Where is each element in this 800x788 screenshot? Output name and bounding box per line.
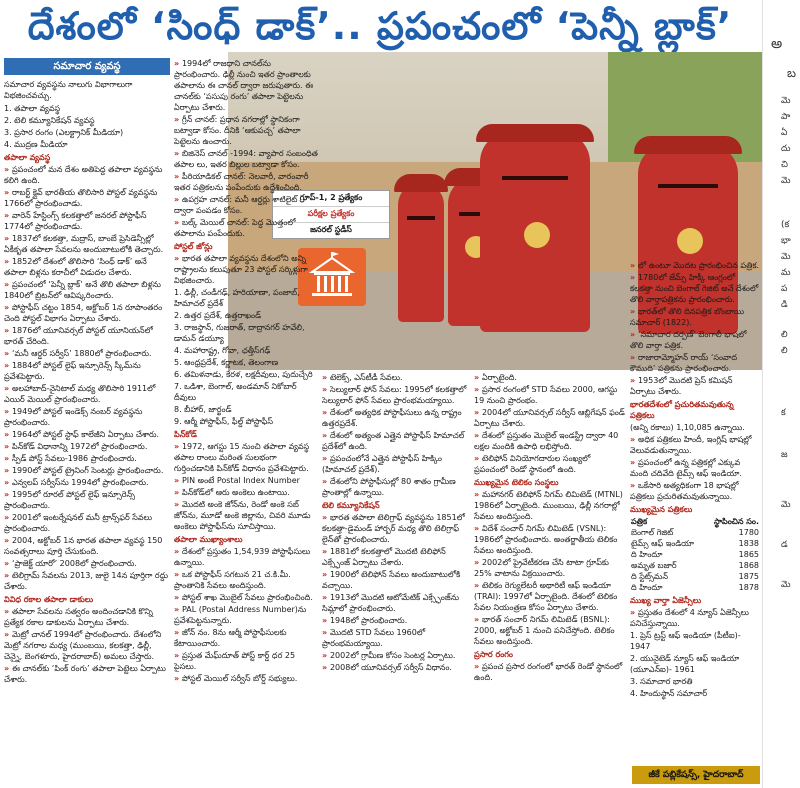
adjacent-article-strip bbox=[762, 0, 800, 788]
list-item: » అలహాబాద్-నైనిటాల్ మధ్య తొలిసారి 1911లో ఎయిర్ మెయిల్ ప్రారంభించారు. bbox=[4, 383, 170, 405]
postbox-small bbox=[398, 182, 444, 322]
list-item: » ఏర్పాటైంది. bbox=[474, 372, 626, 383]
table-row bbox=[630, 582, 760, 593]
list-item: » భారత తపాలా టెలిగ్రాఫ్ వ్యవస్థను 1851లో కలకత్తా-డైమండ్ హార్బర్ మధ్య తొలి టెలిగ్రాఫ్ లైన్‌తో ప్రారంభించారు. bbox=[322, 512, 470, 545]
subheading-postal-facts: తపాలా ముఖ్యాంశాలు bbox=[174, 535, 243, 544]
table-header: పత్రిక bbox=[631, 517, 648, 526]
list-item: » టెలిగ్రామ్ సేవలను 2013, జులై 14న పూర్తిగా రద్దు చేశారు. bbox=[4, 570, 170, 592]
list-item: 5. ఆంధ్రప్రదేశ్, కర్ణాటక, తెలంగాణ bbox=[174, 358, 279, 367]
strip-fragment: డ bbox=[781, 540, 788, 550]
list-item: » స్పీడ్ పోస్ట్ సేవలు-1986 ప్రారంభించారు. bbox=[4, 453, 170, 464]
list-item: » 1884లో పోస్టల్ లైఫ్ ఇన్సూరెన్స్ స్కీమ్‌ను ప్రవేశపెట్టారు. bbox=[4, 360, 170, 382]
list-item: » టెలికం రెగ్యులేటరీ అథారిటీ ఆఫ్ ఇండియా (TRAI): 1997లో ఏర్పాటైంది. దేశంలో టెలికం సేవల నియంత్రణ కోసం ఏర్పాటు చేశారు. bbox=[474, 580, 626, 613]
list-item: 2. యునైటెడ్ న్యూస్ ఆఫ్ ఇండియా (యూఎన్ఐ)- 1961 bbox=[630, 654, 740, 674]
list-item: » ఎన్వలప్ సర్వీస్‌ను 1994లో ప్రారంభించారు. bbox=[4, 477, 170, 488]
subheading-channels: వివిధ రకాల తపాలా డాకులు bbox=[4, 595, 94, 604]
list-item: » ప్రపంచంలో ‘పెన్నీ బ్లాక్’ అనే తొలి తపాలా బిళ్లను 1840లో బ్రిటన్‌లో ఆవిష్కరించారు. bbox=[4, 279, 170, 301]
table-cell: అమృత బజార్ bbox=[631, 561, 677, 570]
strip-fragment: మె bbox=[781, 252, 791, 262]
table-header-row bbox=[630, 516, 760, 527]
list-item: (అన్ని రకాలు) 1,10,085 ఉన్నాయి. bbox=[630, 423, 745, 432]
list-item: 6. తమిళనాడు, కేరళ, లక్షదీవులు, పుదుచ్చేరి bbox=[174, 370, 313, 379]
list-item: » ‘ప్రాజెక్ట్ యారో’ 2008లో ప్రారంభించారు. bbox=[4, 558, 170, 569]
strip-fragment: డి bbox=[781, 300, 788, 310]
col1-intro: సమాచార వ్యవస్థను నాలుగు విభాగాలుగా విభజించవచ్చు. bbox=[4, 80, 133, 100]
list-item: » పోస్టాఫీస్ చట్టం 1854, అక్టోబర్ 1న రూపాంతరం చెంది పోస్టల్ విభాగం ఏర్పాటు చేశారు. bbox=[4, 302, 170, 324]
strip-fragment: దు bbox=[781, 144, 791, 154]
list-item: 1. ఢిల్లీ, చండీగఢ్, హరియాణా, పంజాబ్, హిమాచల్ ప్రదేశ్ bbox=[174, 288, 300, 308]
list-item: 4. ముద్రణ మీడియా bbox=[4, 140, 68, 149]
subheading-telecom: టెలి కమ్యూనికేషన్ bbox=[322, 501, 380, 510]
list-item: » 1990లో పోస్టల్ ట్రైనింగ్ సెంటర్లు ప్రారంభించారు. bbox=[4, 465, 170, 476]
subheading-telecom-orgs: ముఖ్యమైన టెలికం సంస్థలు bbox=[474, 478, 559, 487]
list-item: » 1913లో మొదటి ఆటోమేటిక్ ఎక్స్ఛేంజ్‌ను సిమ్లాలో ప్రారంభించారు. bbox=[322, 592, 470, 614]
list-item: » 1852లో దేశంలో తొలిసారి ‘సింధ్ డాక్’ అనే తపాలా బిళ్లను కరాచీలో విడుదల చేశారు. bbox=[4, 256, 170, 278]
strip-fragment: లి bbox=[781, 330, 788, 340]
strip-fragment: మ bbox=[781, 268, 791, 278]
column-1 bbox=[4, 58, 170, 784]
list-item: » విదేశ్ సంచార్ నిగమ్ లిమిటెడ్ (VSNL): 1986లో ప్రారంభించారు. అంతర్జాతీయ టెలికం సేవలు అందిస్తుంది. bbox=[474, 523, 626, 556]
column-2 bbox=[174, 58, 318, 784]
list-item: » ‘సమాచార దర్పణ్’ బెంగాలీ భాషలో తొలి వార్తా పత్రిక. bbox=[630, 329, 760, 351]
list-item: » 1837లో కలకత్తా, మద్రాస్, బాంబే ప్రెసిడెన్సీల్లో ఏకీకృత తపాలా సేవలను అందుబాటులోకి తెచ్చారు. bbox=[4, 233, 170, 255]
strip-fragment: మె bbox=[781, 176, 791, 186]
list-item: » పోస్టల్ మెయిల్ సర్వీస్ బోర్డ్ సభ్యులు. bbox=[174, 673, 318, 684]
list-item: » లో ఉంటూ మొదట ప్రారంభించిన పత్రిక. bbox=[630, 260, 760, 271]
table-header: స్థాపించిన సం. bbox=[714, 517, 759, 526]
list-item: » ప్రస్తుత మేఘ్‌దూత్ పోస్ట్ కార్డ్ ధర 25 పైసలు. bbox=[174, 650, 318, 672]
list-item: 7. ఒడిశా, బెంగాల్, అండమాన్ నికోబార్ దీవులు bbox=[174, 382, 297, 402]
list-item: » దేశంలో ప్రస్తుతం మొబైల్ ఇండస్ట్రీ ద్వారా 40 లక్షల మందికి ఉపాధి లభిస్తోంది. bbox=[474, 430, 626, 452]
table-cell: 1780 bbox=[738, 528, 759, 537]
list-item: » PAL (Postal Address Number)ను ప్రవేశపెట్టనున్నారు. bbox=[174, 604, 318, 626]
badge-groups: గ్రూప్-1, 2 ప్రత్యేకం bbox=[273, 191, 389, 207]
table-row bbox=[630, 538, 760, 549]
table-cell: 1868 bbox=[738, 561, 759, 570]
list-item: » గ్రీన్ చానల్: ప్రధాన నగరాల్లో స్థానికంగా బట్వాడా కోసం. దీనికి ‘ఆకుపచ్చ’ తపాలా పెట్టెలను ఉంచారు. bbox=[174, 114, 318, 147]
list-item: » టెలిఫోన్ వినియోగదారుల సంఖ్యలో ప్రపంచంలో రెండో స్థానంలో ఉంది. bbox=[474, 453, 626, 475]
list-item: » 1995లో రూరల్ పోస్టల్ లైఫ్ ఇన్సూరెన్స్ ప్రారంభించారు. bbox=[4, 489, 170, 511]
list-item: » భారత్ సంచార్ నిగమ్ లిమిటెడ్ (BSNL): 2000, అక్టోబర్ 1 నుంచి పనిచేస్తోంది. టెలికం సేవలు అందిస్తుంది. bbox=[474, 614, 626, 647]
list-item: » ఒక పోస్టాఫీస్ సగటున 21 చ.కి.మీ. ప్రాంతానికి సేవలు అందిస్తుంది. bbox=[174, 569, 318, 591]
list-item: 3. రాజస్థాన్, గుజరాత్, దాద్రానగర్ హవేలి, డామన్ డయ్యూ bbox=[174, 323, 305, 343]
list-item: » తపాలా సేవలను సత్వరం అందించడానికి కొన్ని ప్రత్యేక రకాల డాకులను ఏర్పాటు చేశారు. bbox=[4, 606, 170, 628]
list-item: » వారెన్ హేస్టింగ్స్ కలకత్తాలో జనరల్ పోస్టాఫీస్ 1774లో ప్రారంభించాడు. bbox=[4, 210, 170, 232]
table-row bbox=[630, 549, 760, 560]
list-item: 3. ప్రసార రంగం (ఎలక్ట్రానిక్ మీడియా) bbox=[4, 128, 124, 137]
column-3 bbox=[322, 372, 470, 784]
list-item: » 1881లో కలకత్తాలో మొదటి టెలిఫోన్ ఎక్స్ఛేంజ్ ఏర్పాటు చేశారు. bbox=[322, 546, 470, 568]
list-item: » 1900లో టెలిఫోన్ సేవలు అందుబాటులోకి వచ్చాయి. bbox=[322, 569, 470, 591]
list-item: » భారత్‌లో తొలి దినపత్రిక బొంబాయి సమాచార్ (1822). bbox=[630, 306, 760, 328]
table-row bbox=[630, 571, 760, 582]
list-item: » బల్క్ మెయిల్ చానల్: పెద్ద మొత్తంలో తపాలాను పంపేందుకు. bbox=[174, 217, 318, 239]
strip-fragment: లి bbox=[781, 346, 788, 356]
list-item: » 2001లో ఇంటర్నేషనల్ మనీ ట్రాన్స్‌ఫర్ సేవలు ప్రారంభించారు. bbox=[4, 512, 170, 534]
list-item: 4. మహారాష్ట్ర, గోవా, ఛత్తీస్‌గఢ్ bbox=[174, 346, 271, 355]
list-item: » ప్రస్తుతం దేశంలో 4 న్యూస్ ఏజెన్సీలు పనిచేస్తున్నాయి. bbox=[630, 607, 760, 629]
list-item: » PIN అంటే Postal Index Number bbox=[174, 475, 318, 486]
list-item: » 2004లో యూనివర్సల్ సర్వీస్ ఆబ్లిగేషన్ ఫండ్ ఏర్పాటు చేశారు. bbox=[474, 407, 626, 429]
list-item: » దేశంలోని పోస్టాఫీసుల్లో 80 శాతం గ్రామీణ ప్రాంతాల్లో ఉన్నాయి. bbox=[322, 476, 470, 498]
table-cell: 1865 bbox=[738, 550, 759, 559]
strip-fragment: చి bbox=[781, 160, 788, 170]
strip-fragment: క bbox=[781, 408, 786, 418]
list-item: » ప్రపంచంలో ఉన్న పత్రికల్లో ఎక్కువ మంది చదివేది టైమ్స్ ఆఫ్ ఇండియా. bbox=[630, 457, 760, 479]
table-cell: 1878 bbox=[738, 583, 759, 592]
table-row bbox=[630, 527, 760, 538]
list-item: 8. బీహార్, జార్ఖండ్ bbox=[174, 405, 232, 414]
list-item: » ఒకేసారి అత్యధికంగా 18 భాషల్లో పత్రికలు ప్రచురితమవుతున్నాయి. bbox=[630, 480, 760, 502]
list-item: » భారత తపాలా వ్యవస్థను దేశంలోని అన్ని రాష్ట్రాలను కలుపుతూ 23 పోస్టల్ సర్కిళ్లుగా విభజించారు. bbox=[174, 253, 318, 286]
list-item: » ప్రపంచంలోనే ఎత్తైన పోస్టాఫీస్ హిక్కిం (హిమాచల్ ప్రదేశ్). bbox=[322, 453, 470, 475]
strip-fragment: పా bbox=[781, 112, 791, 122]
list-item: » 2008లో యూనివర్సల్ సర్వీస్ విధానం. bbox=[322, 662, 470, 673]
strip-fragment: ఏ bbox=[781, 128, 788, 138]
strip-fragment: మె bbox=[781, 500, 791, 510]
list-item: » దేశంలో అత్యధిక పోస్టాఫీసులు ఉన్న రాష్ట్రం ఉత్తరప్రదేశ్. bbox=[322, 407, 470, 429]
list-item: » ప్రపంచ ప్రసార రంగంలో భారత్ రెండో స్థానంలో ఉంది. bbox=[474, 661, 626, 683]
india-post-logo-icon bbox=[677, 228, 703, 254]
list-item: 3. సమాచార భారతి bbox=[630, 677, 693, 686]
list-item: » 1949లో పోస్టల్ ఇండెక్స్ నంబర్ వ్యవస్థను ప్రారంభించారు. bbox=[4, 406, 170, 428]
list-item: » ప్రసార రంగంలో STD సేవలు 2000, ఆగస్టు 19 నుంచి ప్రారంభం. bbox=[474, 384, 626, 406]
list-item: » రాజారామ్మోహన్ రాయ్ ‘సంవాద కౌముది’ పత్రికను ప్రారంభించారు. bbox=[630, 352, 760, 374]
strip-fragment: అ bbox=[771, 36, 783, 52]
subheading-publications: భారతదేశంలో ప్రచురితమవుతున్న పత్రికలు bbox=[630, 400, 734, 420]
list-item: 1. ప్రెస్ ట్రస్ట్ ఆఫ్ ఇండియా (పీటీఐ)- 1947 bbox=[630, 631, 741, 651]
page-headline: దేశంలో ‘సింధ్ డాక్’.. ప్రపంచంలో ‘పెన్నీ బ్లాక్’ bbox=[27, 4, 733, 48]
list-item: » మొదటి అంకె జోన్‌ను, రెండో అంకె సబ్ జోన్‌ను, మూడో అంకె జిల్లాను, చివరి మూడు అంకెలు పోస్టాఫీస్‌ను సూచిస్తాయి. bbox=[174, 499, 318, 532]
list-item: 2. ఉత్తర ప్రదేశ్, ఉత్తరాఖండ్ bbox=[174, 311, 262, 320]
subheading-broadcast: ప్రసార రంగం bbox=[474, 650, 513, 659]
list-item: » పీరియాడికల్ చానల్: నెలవారీ, వారంవారీ ఇతర పత్రికలను పంపేందుకు ఉద్దేశించింది. bbox=[174, 171, 318, 193]
table-row bbox=[630, 560, 760, 571]
strip-fragment: భా bbox=[781, 236, 791, 246]
table-cell: 1838 bbox=[738, 539, 759, 548]
list-item: » 1953లో మొదటి ప్రెస్ కమిషన్ ఏర్పాటు చేశారు. bbox=[630, 375, 760, 397]
list-item: » 1972, ఆగస్టు 15 నుంచి తపాలా వ్యవస్థ తపాల రాంలు మరింత సులభంగా గుర్తించడానికి పిన్‌కోడ్ విధానం ప్రవేశపెట్టారు. bbox=[174, 441, 318, 474]
strip-fragment: బ bbox=[787, 66, 797, 80]
list-item: » ‘మనీ ఆర్డర్ సర్వీస్’ 1880లో ప్రారంభించారు. bbox=[4, 348, 170, 359]
postbox-large bbox=[480, 132, 590, 332]
subheading-postal: తపాలా వ్యవస్థ bbox=[4, 153, 51, 162]
list-item: » దేశంలో ప్రస్తుతం 1,54,939 పోస్టాఫీసులు ఉన్నాయి. bbox=[174, 546, 318, 568]
badge-general-studies: జనరల్ స్టడీస్ bbox=[310, 225, 352, 234]
list-item: » పిన్‌కోడ్ విధానాన్ని 1972లో ప్రారంభించారు. bbox=[4, 441, 170, 452]
subheading-postal-zones: పోస్టల్ జోన్లు bbox=[174, 242, 213, 251]
list-item: » 1964లో పోస్టల్ స్టాఫ్ కాలేజీని ఏర్పాటు చేశారు. bbox=[4, 429, 170, 440]
list-item: » టెలెక్స్, ఎస్‌టీడీ సేవలు. bbox=[322, 372, 470, 383]
list-item: » ఈ చానల్‌కు ‘పింక్ రంగు’ తపాలా పెట్టెలు ఏర్పాటు చేశారు. bbox=[4, 663, 170, 685]
table-cell: ది హిందూ bbox=[631, 583, 663, 592]
list-item: » అధిక పత్రికలు హిందీ, ఇంగ్లిష్ భాషల్లో వెలువడుతున్నాయి. bbox=[630, 434, 760, 456]
subheading-news-agencies: ముఖ్య వార్తా ఏజెన్సీలు bbox=[630, 596, 702, 605]
list-item: » 1948లో ప్రారంభించారు. bbox=[322, 615, 470, 626]
list-item: » సెల్యులార్ ఫోన్ సేవలు: 1995లో కలకత్తాలో సెల్యులార్ ఫోన్ సేవలు ప్రారంభమయ్యాయి. bbox=[322, 384, 470, 406]
strip-fragment: (క bbox=[781, 220, 790, 230]
list-item: » 1780లో జేమ్స్ హిక్కీ ఆంగ్లంలో కలకత్తా నుంచి బెంగాల్ గెజిట్ అనే దేశంలో తొలి వార్తాపత్రికను ప్రారంభించారు. bbox=[630, 272, 760, 305]
list-item: » బిజినెస్ చానల్ -1994: వ్యాపార సంబంధిత తపాల లు, ఇతర బిల్లుల బట్వాడా కోసం. bbox=[174, 148, 318, 170]
list-item: » ఉపగ్రహ చానల్: మనీ ఆర్డర్లు శాటిలైట్ ద్వారా పంపడం కోసం. bbox=[174, 194, 318, 216]
section-title-communication: సమాచార వ్యవస్థ bbox=[4, 58, 170, 75]
table-cell: ది స్టేట్స్‌మన్ bbox=[631, 572, 668, 581]
list-item: » రాబర్ట్ క్లైవ్ భారతీయ తొలిసారి పోస్టల్ వ్యవస్థను 1766లో ప్రారంభించాడు. bbox=[4, 187, 170, 209]
list-item: » 2004, అక్టోబర్ 1న భారత తపాలా వ్యవస్థ 150 సంవత్సరాలు పూర్తి చేసుకుంది. bbox=[4, 535, 170, 557]
list-item: » దేశంలో అత్యంత ఎత్తైన పోస్టాఫీస్ హిమాచల్ ప్రదేశ్‌లో ఉంది. bbox=[322, 430, 470, 452]
column-5 bbox=[630, 260, 760, 784]
list-item: » మెట్రో చానల్ 1994లో ప్రారంభించారు. దేశంలోని మెట్రో నగరాల మధ్య (ముంబయి, కలకత్తా, ఢిల్లీ, చెన్నై, బెంగళూరు, హైదరాబాద్) అమలు చేస్తారు. bbox=[4, 629, 170, 662]
subheading-newspapers: ముఖ్యమైన పత్రికలు bbox=[630, 505, 693, 514]
list-item: » మొదటి STD సేవలు 1960లో ప్రారంభమయ్యాయి. bbox=[322, 627, 470, 649]
india-post-logo-icon bbox=[524, 222, 550, 248]
badge-exam-special: పరీక్షల ప్రత్యేకం bbox=[273, 207, 389, 223]
strip-fragment: ప bbox=[781, 284, 788, 294]
list-item: 1. తపాలా వ్యవస్థ bbox=[4, 104, 61, 113]
strip-fragment: మె bbox=[781, 580, 791, 590]
list-item: » పిన్‌కోడ్‌లో ఆరు అంకెలు ఉంటాయి. bbox=[174, 487, 318, 498]
list-item: » పోస్టల్ శాఖ మొబైల్ సేవలు ప్రారంభించింది. bbox=[174, 592, 318, 603]
list-item: 4. హిందుస్థాన్ సమాచార్ bbox=[630, 689, 708, 698]
table-cell: బెంగాల్ గెజిట్ bbox=[631, 528, 674, 537]
list-item: 9. ఆర్మీ పోస్టాఫీస్, ఫీల్డ్ పోస్టాఫీస్ bbox=[174, 417, 274, 426]
publisher-credit: జీకే పబ్లికేషన్స్, హైదరాబాద్ bbox=[632, 766, 760, 784]
table-cell: టైమ్స్ ఆఫ్ ఇండియా bbox=[631, 539, 695, 548]
list-item: » మహానగర్ టెలిఫోన్ నిగమ్ లిమిటెడ్ (MTNL) 1986లో ఏర్పాటైంది. ముంబయి, ఢిల్లీ నగరాల్లో సేవలు అందిస్తుంది. bbox=[474, 489, 626, 522]
list-item: » 1994లో రాజధాని చానల్‌ను ప్రారంభించారు. ఢిల్లీ నుంచి ఇతర ప్రాంతాలకు తపాలాను ఈ చానల్ ద్వారా జరుపుతారు. ఈ చానల్‌కు ‘పసుపు రంగు’ తపాలా పెట్టెలను ఏర్పాటు చేశారు. bbox=[174, 58, 318, 113]
list-item: » ప్రపంచంలో మన దేశం అతిపెద్ద తపాలా వ్యవస్థను కలిగి ఉంది. bbox=[4, 164, 170, 186]
subheading-pincode: పిన్‌కోడ్ bbox=[174, 430, 197, 439]
list-item: » 2002లో గ్రామీణ కోసం సెంటర్ల ఏర్పాటు. bbox=[322, 650, 470, 661]
list-item: » 2002లో ప్రైవేటీకరణ చేసి టాటా గ్రూప్‌కు 25% వాటాను విక్రయించారు. bbox=[474, 557, 626, 579]
table-cell: ది హిందూ bbox=[631, 550, 663, 559]
strip-fragment: మె bbox=[781, 96, 791, 106]
column-4 bbox=[474, 372, 626, 784]
list-item: » జోన్ నం. 8ను ఆర్మీ పోస్టాఫీసులకు కేటాయించారు. bbox=[174, 627, 318, 649]
list-item: 2. టెలి కమ్యూనికేషన్ వ్యవస్థ bbox=[4, 116, 95, 125]
strip-fragment: జ bbox=[781, 450, 788, 460]
table-cell: 1875 bbox=[738, 572, 759, 581]
list-item: » 1876లో యూనివర్సల్ పోస్టల్ యూనియన్‌లో భారత్ చేరింది. bbox=[4, 325, 170, 347]
newspapers-table bbox=[630, 516, 760, 593]
